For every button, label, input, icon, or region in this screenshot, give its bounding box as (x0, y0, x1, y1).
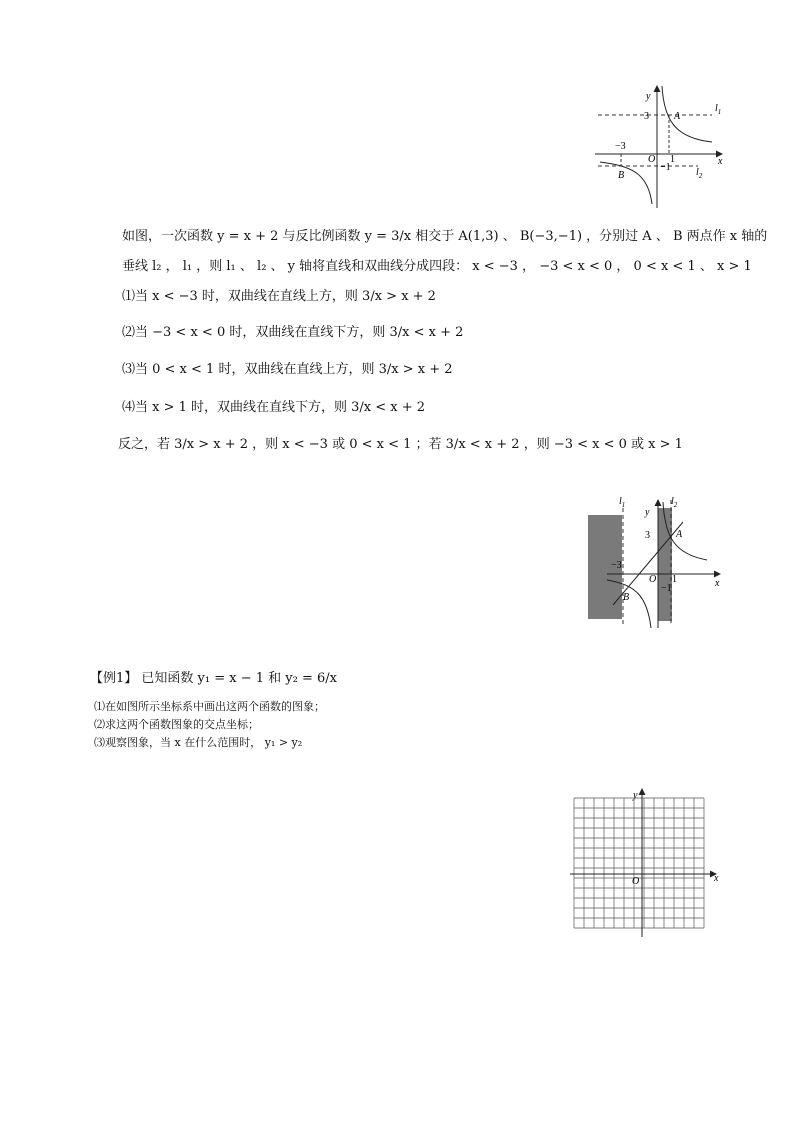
point-b-label: B (618, 170, 625, 181)
y-axis-label: y (646, 91, 651, 102)
intro-line-2: 垂线 l₂ ， l₁ ，则 l₁ 、 l₂ 、 y 轴将直线和双曲线分成四段： x < −3 ， −3 < x < 0 ， 0 < x < 1 、 x > 1 (122, 259, 752, 274)
l2-label: $l_2$ (696, 167, 703, 180)
tick-neg1: −1 (661, 583, 672, 594)
origin-label: O (649, 574, 657, 585)
hyperbola-branch-right (662, 86, 712, 142)
example-question-3: ⑶观察图象，当 x 在什么范围时， y₁ > y₂ (94, 736, 303, 749)
x-axis-label: x (715, 578, 720, 589)
conclusion: 反之，若 3/x > x + 2 ，则 x < −3 或 0 < x < 1 ；若 3/x < x + 2 ，则 −3 < x < 0 或 x > 1 (118, 437, 683, 452)
l1-label: $l_1$ (619, 496, 626, 509)
point-a-label: A (674, 111, 681, 122)
point-a-label: A (676, 529, 683, 540)
figure-shaded-regions (585, 490, 725, 630)
y-axis-label: y (645, 507, 650, 518)
case-2: ⑵当 −3 < x < 0 时，双曲线在直线下方，则 3/x < x + 2 (122, 325, 464, 340)
l2-label: $l_2$ (671, 496, 678, 509)
grid-lines (574, 798, 704, 928)
case-4: ⑷当 x > 1 时，双曲线在直线下方，则 3/x < x + 2 (122, 400, 426, 415)
case-1: ⑴当 x < −3 时，双曲线在直线上方，则 3/x > x + 2 (122, 289, 436, 304)
point-b-label: B (623, 592, 630, 603)
hyperbola-branch-left (600, 162, 652, 204)
tick-neg1: −1 (660, 162, 671, 173)
case-3: ⑶当 0 < x < 1 时，双曲线在直线上方，则 3/x > x + 2 (122, 362, 453, 377)
x-axis-label: x (714, 873, 719, 884)
example-title: 【例1】 已知函数 y₁ = x − 1 和 y₂ = 6/x (90, 671, 337, 686)
intro-line-1: 如图，一次函数 y = x + 2 与反比例函数 y = 3/x 相交于 A(1,3) 、 B(−3,−1) ，分别过 A 、 B 两点作 x 轴的 (122, 229, 768, 244)
shaded-region-right (658, 508, 672, 621)
coordinate-grid (570, 785, 720, 940)
tick-1: 1 (672, 574, 677, 585)
example-question-1: ⑴在如图所示坐标系中画出这两个函数的图象； (94, 700, 325, 713)
y-axis-label: y (633, 790, 638, 801)
figure-hyperbola-line (590, 80, 735, 215)
tick-3: 3 (645, 530, 650, 541)
tick-neg3: −3 (615, 141, 626, 152)
example-question-2: ⑵求这两个函数图象的交点坐标； (94, 718, 259, 731)
tick-1: 1 (670, 154, 675, 165)
origin-label: O (632, 876, 640, 887)
tick-neg3: −3 (611, 560, 622, 571)
l1-label: $l_1$ (715, 103, 722, 116)
origin-label: O (648, 154, 656, 165)
tick-3: 3 (644, 111, 649, 122)
x-axis-label: x (718, 156, 723, 167)
